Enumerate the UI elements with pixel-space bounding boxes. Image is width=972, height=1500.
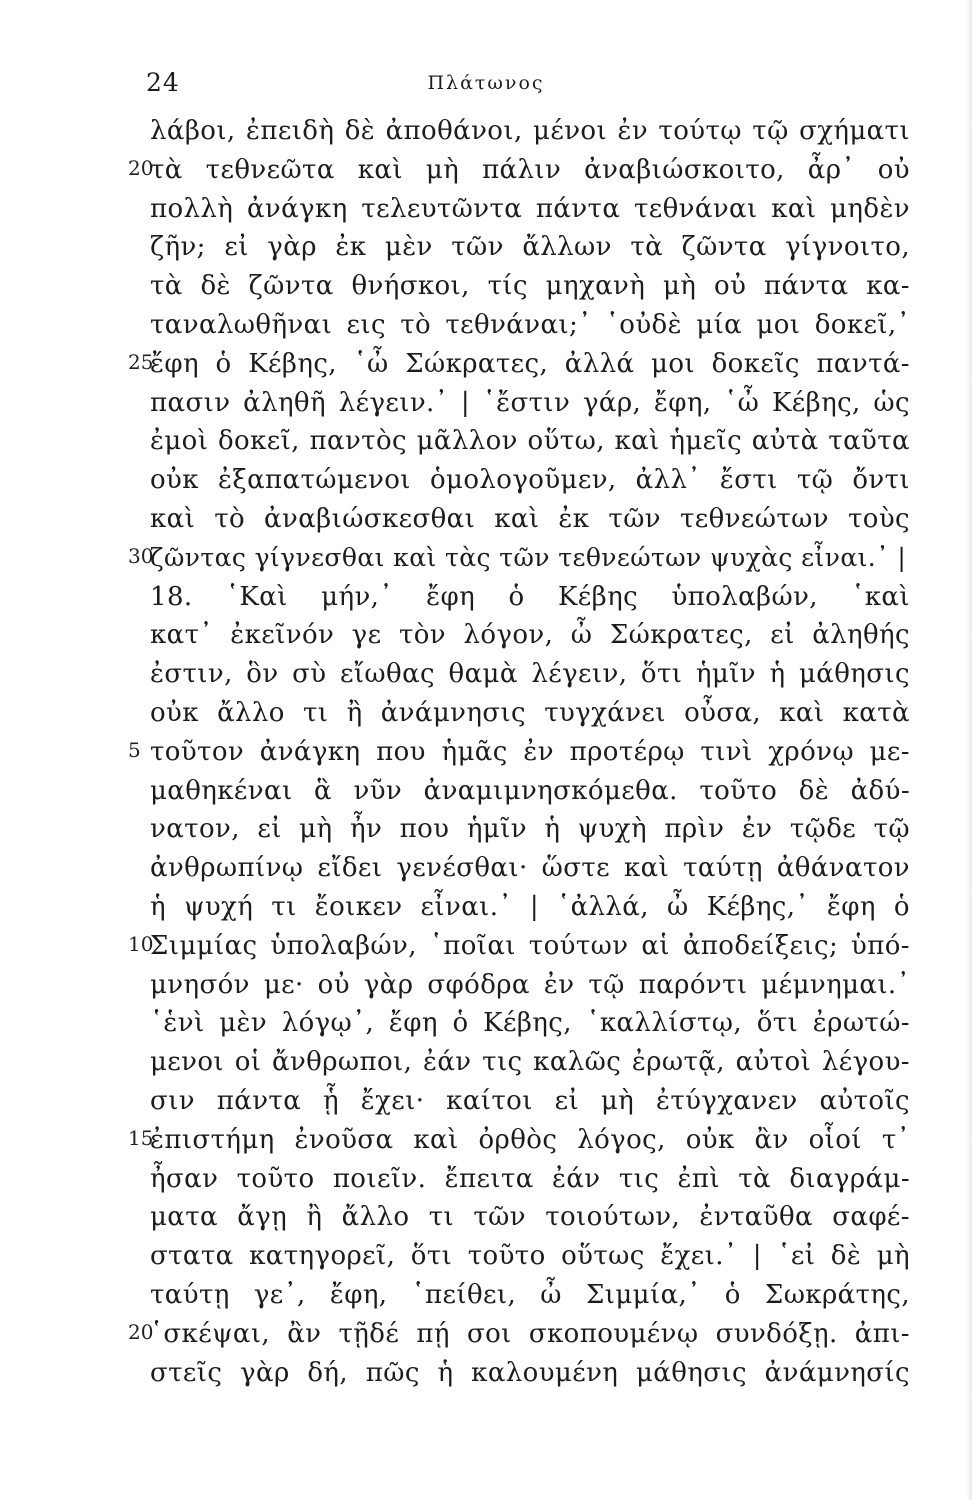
text-line <box>0 539 972 578</box>
text-line <box>0 888 972 927</box>
text-line <box>0 1082 972 1121</box>
line-number: 5 <box>128 737 141 762</box>
text-line <box>0 500 972 539</box>
line-text: οὐκ ἐξαπατώμενοι ὁμολογοῦμεν, ἀλλ᾽ ἔστι τῷ ὄντι <box>150 465 910 496</box>
line-text: ταναλωθῆναι εις τὸ τεθνάναι;᾽ ῾οὐδὲ μία μοι δοκεῖ,᾽ <box>150 309 910 340</box>
line-text: ἐστιν, ὃν σὺ εἴωθας θαμὰ λέγειν, ὅτι ἡμῖν ἡ μάθησις <box>150 659 910 690</box>
text-line <box>0 1198 972 1237</box>
line-text: νατον, εἰ μὴ ἦν που ἡμῖν ἡ ψυχὴ πρὶν ἐν τῷδε τῷ <box>150 814 910 845</box>
text-line <box>0 1160 972 1199</box>
line-number: 15 <box>128 1125 154 1150</box>
text-line <box>0 1004 972 1043</box>
line-text: ἀνθρωπίνῳ εἴδει γενέσθαι· ὥστε καὶ ταύτῃ ἀθάνατον <box>150 853 910 884</box>
text-line <box>0 190 972 229</box>
greek-text-body <box>0 112 972 1392</box>
line-text: ζῶντας γίγνεσθαι καὶ τὰς τῶν τεθνεώτων ψυχὰς εἶναι.᾽ | <box>150 542 907 572</box>
text-line <box>0 306 972 345</box>
text-line <box>0 1121 972 1160</box>
line-text: ἐμοὶ δοκεῖ, παντὸς μᾶλλον οὕτω, καὶ ἡμεῖς αὐτὰ ταῦτα <box>150 426 910 457</box>
text-line <box>0 849 972 888</box>
text-line <box>0 1237 972 1276</box>
line-text: ἐπιστήμη ἐνοῦσα καὶ ὀρθὸς λόγος, οὐκ ἂν οἷοί τ᾽ <box>150 1124 910 1155</box>
text-line <box>0 267 972 306</box>
text-line <box>0 966 972 1005</box>
text-line <box>0 772 972 811</box>
line-text: ῾σκέψαι, ἂν τῇδέ πῄ σοι σκοπουμένῳ συνδόξῃ. ἀπι- <box>150 1318 910 1349</box>
line-text: μνησόν με· οὐ γὰρ σφόδρα ἐν τῷ παρόντι μέμνημαι.᾽ <box>150 969 910 1000</box>
line-text: λάβοι, ἐπειδὴ δὲ ἀποθάνοι, μένοι ἐν τούτῳ τῷ σχήματι <box>150 116 910 146</box>
text-line <box>0 927 972 966</box>
page-edge-shadow <box>966 0 972 1500</box>
line-text: ἦσαν τοῦτο ποιεῖν. ἔπειτα ἐάν τις ἐπὶ τὰ διαγράμ- <box>150 1163 910 1194</box>
line-text: 18. ῾Καὶ μήν,᾽ ἔφη ὁ Κέβης ὑπολαβών, ῾καὶ <box>150 581 910 612</box>
text-line <box>0 655 972 694</box>
line-number: 30 <box>128 543 154 568</box>
text-line <box>0 1315 972 1354</box>
text-line <box>0 1276 972 1315</box>
line-text: ἔφη ὁ Κέβης, ῾ὦ Σώκρατες, ἀλλά μοι δοκεῖς παντά- <box>150 348 910 379</box>
text-line <box>0 810 972 849</box>
text-line <box>0 112 972 151</box>
line-text: οὐκ ἄλλο τι ἢ ἀνάμνησις τυγχάνει οὖσα, καὶ κατὰ <box>150 697 910 728</box>
text-line <box>0 1354 972 1393</box>
text-line <box>0 461 972 500</box>
line-text: τὰ τεθνεῶτα καὶ μὴ πάλιν ἀναβιώσκοιτο, ἆρ᾽ οὐ <box>150 154 910 185</box>
text-line <box>0 616 972 655</box>
line-text: τὰ δὲ ζῶντα θνήσκοι, τίς μηχανὴ μὴ οὐ πάντα κα- <box>150 271 910 302</box>
line-text: ταύτῃ γε᾽, ἔφη, ῾πείθει, ὦ Σιμμία,᾽ ὁ Σωκράτης, <box>150 1279 910 1310</box>
line-number: 10 <box>128 931 154 956</box>
line-number: 25 <box>128 349 154 374</box>
line-number: 20 <box>128 155 154 180</box>
running-title: Πλάτωνος <box>427 72 545 94</box>
line-text: ζῆν; εἰ γὰρ ἐκ μὲν τῶν ἄλλων τὰ ζῶντα γίγνοιτο, <box>150 232 910 263</box>
line-text: στατα κατηγορεῖ, ὅτι τοῦτο οὕτως ἔχει.᾽ | ῾εἰ δὲ μὴ <box>150 1241 910 1272</box>
text-line <box>0 228 972 267</box>
line-text: μενοι οἱ ἄνθρωποι, ἐάν τις καλῶς ἐρωτᾷ, αὐτοὶ λέγου- <box>150 1047 910 1078</box>
page-header <box>0 0 972 110</box>
text-line <box>0 345 972 384</box>
text-line <box>0 578 972 617</box>
text-line <box>0 694 972 733</box>
line-number: 20 <box>128 1319 154 1344</box>
line-text: κατ᾽ ἐκεῖνόν γε τὸν λόγον, ὦ Σώκρατες, εἰ ἀληθής <box>150 620 910 651</box>
text-line <box>0 151 972 190</box>
line-text: Σιμμίας ὑπολαβών, ῾ποῖαι τούτων αἱ ἀποδείξεις; ὑπό- <box>150 930 910 961</box>
line-text: τοῦτον ἀνάγκη που ἡμᾶς ἐν προτέρῳ τινὶ χρόνῳ με- <box>150 736 910 767</box>
line-text: ἡ ψυχή τι ἔοικεν εἶναι.᾽ | ῾ἀλλά, ὦ Κέβης,᾽ ἔφη ὁ <box>150 891 910 922</box>
line-text: στεῖς γὰρ δή, πῶς ἡ καλουμένη μάθησις ἀνάμνησίς <box>150 1357 910 1388</box>
line-text: πολλὴ ἀνάγκη τελευτῶντα πάντα τεθνάναι καὶ μηδὲν <box>150 193 910 224</box>
line-text: μαθηκέναι ἃ νῦν ἀναμιμνησκόμεθα. τοῦτο δὲ ἀδύ- <box>150 775 910 806</box>
page-number: 24 <box>146 68 180 97</box>
text-line <box>0 1043 972 1082</box>
line-text: καὶ τὸ ἀναβιώσκεσθαι καὶ ἐκ τῶν τεθνεώτων τοὺς <box>150 503 910 534</box>
text-line <box>0 422 972 461</box>
line-text: ματα ἄγῃ ἢ ἄλλο τι τῶν τοιούτων, ἐνταῦθα σαφέ- <box>150 1202 910 1233</box>
text-line <box>0 733 972 772</box>
line-text: σιν πάντα ᾗ ἔχει· καίτοι εἰ μὴ ἐτύγχανεν αὐτοῖς <box>150 1085 910 1116</box>
line-text: ῾ἑνὶ μὲν λόγῳ᾽, ἔφη ὁ Κέβης, ῾καλλίστῳ, ὅτι ἐρωτώ- <box>150 1008 910 1039</box>
line-text: πασιν ἀληθῆ λέγειν.᾽ | ῾ἔστιν γάρ, ἔφη, ῾ὦ Κέβης, ὡς <box>150 387 910 418</box>
text-line <box>0 384 972 423</box>
